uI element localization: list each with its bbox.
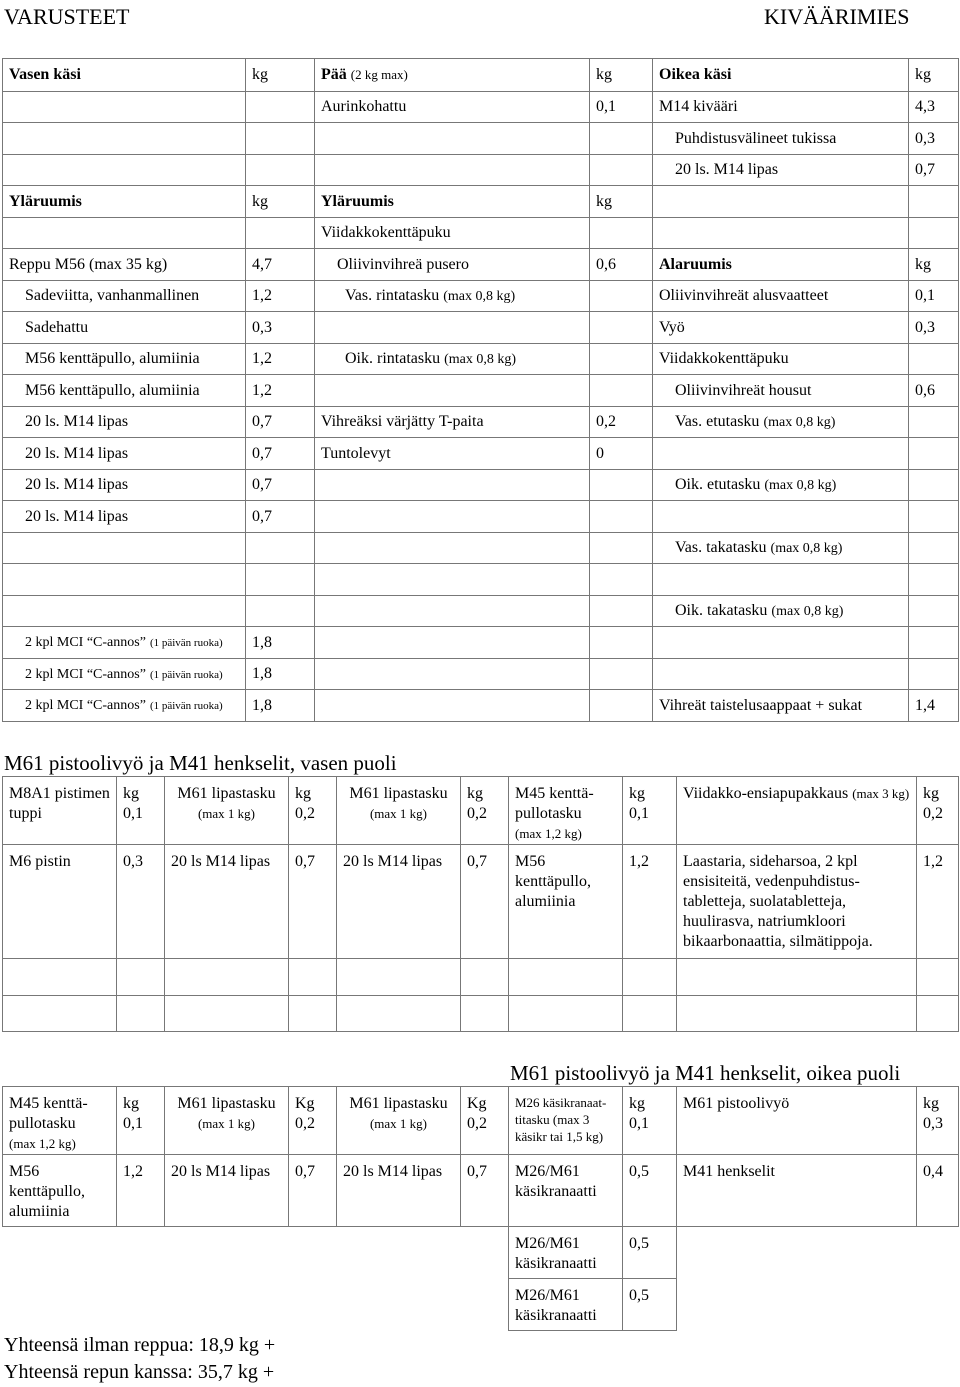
table-row <box>3 438 959 470</box>
page-title-left: VARUSTEET <box>4 4 130 29</box>
right-mag-item: 20 ls. M14 lipas <box>653 155 909 186</box>
empty-cell <box>3 92 246 123</box>
lb-c4-val: kg 0,1 <box>623 777 677 845</box>
empty-cell <box>909 659 959 690</box>
under-val: 0,1 <box>909 281 959 312</box>
table-row <box>3 375 959 407</box>
rb-c4-val: kg 0,1 <box>623 1087 677 1155</box>
empty-cell <box>3 533 246 564</box>
empty-cell <box>590 281 653 312</box>
empty-cell <box>590 627 653 659</box>
left-val: 1,2 <box>246 344 315 375</box>
empty-cell <box>590 312 653 344</box>
right-head: Oikea käsi <box>653 59 909 92</box>
right-jacket: Viidakkokenttäpuku <box>653 344 909 375</box>
empty-cell <box>246 218 315 249</box>
table-row <box>3 596 959 627</box>
mid-oik: Oik. rintatasku (max 0,8 kg) <box>315 344 590 375</box>
empty-cell <box>246 155 315 186</box>
empty-cell <box>653 627 909 659</box>
empty-cell <box>653 218 909 249</box>
hat-val: 0,1 <box>590 92 653 123</box>
rb-c1-val: kg 0,1 <box>117 1087 165 1155</box>
left-val: 0,7 <box>246 438 315 470</box>
mid-unit: kg <box>590 59 653 92</box>
empty-cell <box>590 501 653 533</box>
lb-r2-c1: M6 pistin <box>3 845 117 959</box>
empty-cell <box>315 470 590 501</box>
lb-r2-c3: 20 ls M14 lipas <box>337 845 461 959</box>
lb-c4-head: M45 kenttä-pullotasku (max 1,2 kg) <box>509 777 623 845</box>
table-row <box>3 690 959 722</box>
rb-r2-c4: M26/M61 käsikranaatti <box>509 1155 623 1227</box>
left-belt-title: M61 pistoolivyö ja M41 henkselit, vasen puoli <box>4 751 397 775</box>
clean-item: Puhdistusvälineet tukissa <box>653 123 909 155</box>
left-val: 4,7 <box>246 249 315 281</box>
belt-item: Vyö <box>653 312 909 344</box>
empty-cell <box>653 659 909 690</box>
ration-item: 2 kpl MCI “C-annos” (1 päivän ruoka) <box>3 659 246 690</box>
empty-cell <box>909 344 959 375</box>
rb-r2-c3v: 0,7 <box>461 1155 509 1227</box>
pusero-item: Oliivinvihreä pusero <box>315 249 590 281</box>
page-title-right: KIVÄÄRIMIES <box>764 4 910 29</box>
lb-r2-c2: 20 ls M14 lipas <box>165 845 289 959</box>
table-row <box>3 92 959 123</box>
left-head: Vasen käsi <box>3 59 246 92</box>
table-row <box>3 659 959 690</box>
pocket-3: Vas. takatasku (max 0,8 kg) <box>653 533 909 564</box>
table-row <box>3 281 959 312</box>
empty-cell <box>3 155 246 186</box>
table-row <box>3 123 959 155</box>
empty-cell <box>590 123 653 155</box>
lb-r2-c2v: 0,7 <box>289 845 337 959</box>
hat-item: Aurinkohattu <box>315 92 590 123</box>
right-belt-table <box>2 1086 959 1331</box>
empty-cell <box>909 533 959 564</box>
table-row <box>3 501 959 533</box>
ration-val: 1,8 <box>246 659 315 690</box>
left-item: Sadeviitta, vanhanmallinen <box>3 281 246 312</box>
ration-item: 2 kpl MCI “C-annos” (1 päivän ruoka) <box>3 627 246 659</box>
total-with-pack: Yhteensä repun kanssa: 35,7 kg + <box>4 1361 275 1383</box>
empty-cell <box>315 690 590 722</box>
lb-r2-c5v: 1,2 <box>917 845 959 959</box>
tpaita-val: 0,2 <box>590 407 653 438</box>
left-item: M56 kenttäpullo, alumiinia <box>3 375 246 407</box>
rb-r2-c1v: 1,2 <box>117 1155 165 1227</box>
totals <box>4 1332 275 1386</box>
rb-r2-c2: 20 ls M14 lipas <box>165 1155 289 1227</box>
empty-cell <box>909 596 959 627</box>
lb-c3-val: kg 0,2 <box>461 777 509 845</box>
empty-cell <box>590 690 653 722</box>
empty-cell <box>315 501 590 533</box>
empty-cell <box>246 123 315 155</box>
rb-r4-c4: M26/M61 käsikranaatti <box>509 1279 623 1331</box>
mid-jacket: Viidakkokenttäpuku <box>315 218 590 249</box>
lb-c2-val: kg 0,2 <box>289 777 337 845</box>
ration-val: 1,8 <box>246 627 315 659</box>
lb-c5-val: kg 0,2 <box>917 777 959 845</box>
pusero-val: 0,6 <box>590 249 653 281</box>
empty-cell <box>246 92 315 123</box>
empty-cell <box>909 186 959 218</box>
left-item: 20 ls. M14 lipas <box>3 438 246 470</box>
empty-cell <box>590 344 653 375</box>
empty-cell <box>590 218 653 249</box>
left-belt-table <box>2 776 959 1032</box>
tunto-item: Tuntolevyt <box>315 438 590 470</box>
left-section: Yläruumis <box>3 186 246 218</box>
empty-cell <box>909 564 959 596</box>
table-row <box>3 344 959 375</box>
empty-cell <box>315 596 590 627</box>
left-val: 1,2 <box>246 281 315 312</box>
empty-cell <box>653 438 909 470</box>
lb-r2-c3v: 0,7 <box>461 845 509 959</box>
empty-cell <box>590 533 653 564</box>
table-row <box>3 407 959 438</box>
empty-cell <box>909 627 959 659</box>
empty-cell <box>653 564 909 596</box>
left-item: Reppu M56 (max 35 kg) <box>3 249 246 281</box>
rb-r2-c2v: 0,7 <box>289 1155 337 1227</box>
left-val: 0,7 <box>246 407 315 438</box>
pants-val: 0,6 <box>909 375 959 407</box>
empty-cell <box>653 186 909 218</box>
empty-cell <box>315 533 590 564</box>
empty-cell <box>315 564 590 596</box>
empty-cell <box>590 596 653 627</box>
rb-c1-head: M45 kenttä-pullotasku (max 1,2 kg) <box>3 1087 117 1155</box>
empty-cell <box>3 218 246 249</box>
table-row <box>3 564 959 596</box>
rb-c4-head: M26 käsikranaat-titasku (max 3 käsikr tai 1,5 kg) <box>509 1087 623 1155</box>
rb-c2-val: Kg 0,2 <box>289 1087 337 1155</box>
mid-vas: Vas. rintatasku (max 0,8 kg) <box>315 281 590 312</box>
pocket-4: Oik. takatasku (max 0,8 kg) <box>653 596 909 627</box>
lb-c2-head: M61 lipastasku (max 1 kg) <box>165 777 289 845</box>
lb-c3-head: M61 lipastasku (max 1 kg) <box>337 777 461 845</box>
left-unit: kg <box>246 59 315 92</box>
left-val: 1,2 <box>246 375 315 407</box>
left-val: 0,7 <box>246 501 315 533</box>
mid-section-unit: kg <box>590 186 653 218</box>
empty-cell <box>315 659 590 690</box>
empty-cell <box>246 596 315 627</box>
empty-cell <box>909 501 959 533</box>
lb-c5-head: Viidakko-ensiapupakkaus (max 3 kg) <box>677 777 917 845</box>
rb-c3-head: M61 lipastasku (max 1 kg) <box>337 1087 461 1155</box>
table-row <box>3 249 959 281</box>
empty-cell <box>909 470 959 501</box>
table-row <box>3 627 959 659</box>
under-item: Oliivinvihreät alusvaatteet <box>653 281 909 312</box>
lb-c1-head: M8A1 pistimen tuppi <box>3 777 117 845</box>
table-row <box>3 533 959 564</box>
lb-r2-c1v: 0,3 <box>117 845 165 959</box>
empty-cell <box>3 564 246 596</box>
rifle-val: 4,3 <box>909 92 959 123</box>
boots-item: Vihreät taistelusaappaat + sukat <box>653 690 909 722</box>
table-row <box>3 155 959 186</box>
lb-c1-val: kg 0,1 <box>117 777 165 845</box>
rb-c3-val: Kg 0,2 <box>461 1087 509 1155</box>
empty-cell <box>315 627 590 659</box>
rifle-item: M14 kivääri <box>653 92 909 123</box>
rb-r2-c4v: 0,5 <box>623 1155 677 1227</box>
empty-cell <box>315 312 590 344</box>
empty-cell <box>315 155 590 186</box>
left-val: 0,3 <box>246 312 315 344</box>
right-unit: kg <box>909 59 959 92</box>
empty-cell <box>590 564 653 596</box>
left-item: 20 ls. M14 lipas <box>3 407 246 438</box>
empty-cell <box>315 123 590 155</box>
empty-cell <box>590 659 653 690</box>
left-val: 0,7 <box>246 470 315 501</box>
table-row <box>3 470 959 501</box>
pocket-1: Vas. etutasku (max 0,8 kg) <box>653 407 909 438</box>
empty-cell <box>246 564 315 596</box>
mid-section: Yläruumis <box>315 186 590 218</box>
ration-val: 1,8 <box>246 690 315 722</box>
right-section: Alaruumis <box>653 249 909 281</box>
rb-c5-val: kg 0,3 <box>917 1087 959 1155</box>
lb-r2-c4: M56 kenttäpullo, alumiinia <box>509 845 623 959</box>
clean-val: 0,3 <box>909 123 959 155</box>
empty-cell <box>246 533 315 564</box>
rb-r3-c4: M26/M61 käsikranaatti <box>509 1227 623 1279</box>
right-belt-title: M61 pistoolivyö ja M41 henkselit, oikea puoli <box>510 1061 901 1085</box>
lb-r2-c4v: 1,2 <box>623 845 677 959</box>
table-row <box>3 218 959 249</box>
empty-cell <box>3 596 246 627</box>
empty-cell <box>909 438 959 470</box>
empty-cell <box>909 218 959 249</box>
empty-cell <box>909 407 959 438</box>
empty-cell <box>315 375 590 407</box>
total-without-pack: Yhteensä ilman reppua: 18,9 kg + <box>4 1334 276 1356</box>
empty-cell <box>590 375 653 407</box>
left-item: 20 ls. M14 lipas <box>3 501 246 533</box>
empty-cell <box>653 501 909 533</box>
rb-r2-c5: M41 henkselit <box>677 1155 917 1227</box>
pocket-2: Oik. etutasku (max 0,8 kg) <box>653 470 909 501</box>
mid-head: Pää (2 kg max) <box>315 59 590 92</box>
left-item: Sadehattu <box>3 312 246 344</box>
main-equipment-table <box>2 58 959 722</box>
boots-val: 1,4 <box>909 690 959 722</box>
table-row <box>3 186 959 218</box>
rb-c2-head: M61 lipastasku (max 1 kg) <box>165 1087 289 1155</box>
rb-c5-head: M61 pistoolivyö <box>677 1087 917 1155</box>
left-section-unit: kg <box>246 186 315 218</box>
table-row <box>3 312 959 344</box>
ration-item: 2 kpl MCI “C-annos” (1 päivän ruoka) <box>3 690 246 722</box>
right-mag-val: 0,7 <box>909 155 959 186</box>
rb-r2-c5v: 0,4 <box>917 1155 959 1227</box>
lb-r2-c5: Laastaria, sideharsoa, 2 kpl ensisiteitä, vedenpuhdistus-tabletteja, suolatabletteja, huulirasva, natriumkloori bikaarbonaattia, silmätippoja. <box>677 845 917 959</box>
tpaita-item: Vihreäksi värjätty T-paita <box>315 407 590 438</box>
rb-r3-c4v: 0,5 <box>623 1227 677 1279</box>
empty-cell <box>590 470 653 501</box>
left-item: M56 kenttäpullo, alumiinia <box>3 344 246 375</box>
empty-cell <box>3 123 246 155</box>
belt-val: 0,3 <box>909 312 959 344</box>
table-row <box>3 59 959 92</box>
left-item: 20 ls. M14 lipas <box>3 470 246 501</box>
empty-cell <box>590 155 653 186</box>
rb-r2-c1: M56 kenttäpullo, alumiinia <box>3 1155 117 1227</box>
rb-r4-c4v: 0,5 <box>623 1279 677 1331</box>
right-section-unit: kg <box>909 249 959 281</box>
tunto-val: 0 <box>590 438 653 470</box>
pants-item: Oliivinvihreät housut <box>653 375 909 407</box>
rb-r2-c3: 20 ls M14 lipas <box>337 1155 461 1227</box>
